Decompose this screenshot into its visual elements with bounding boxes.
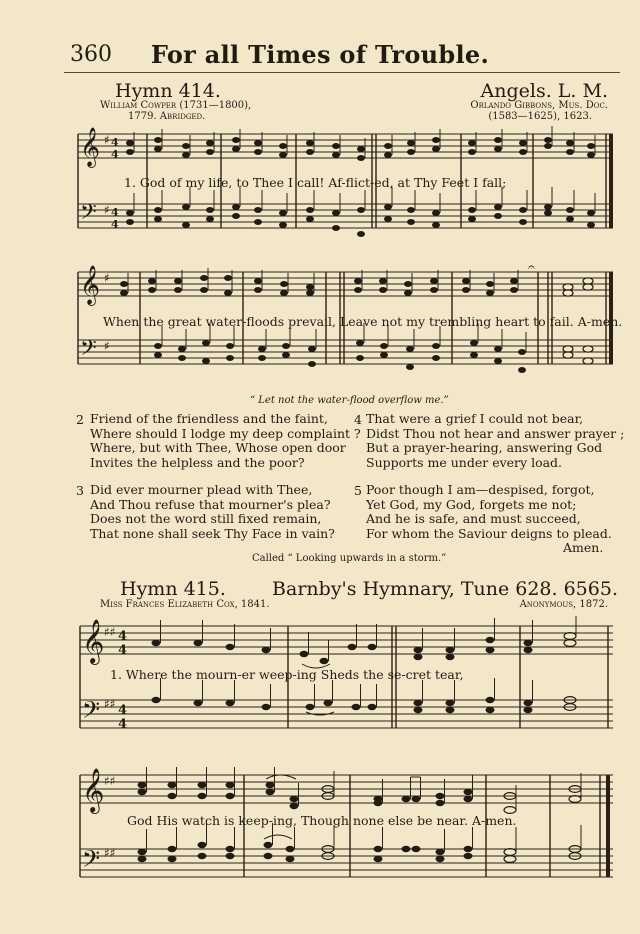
time-signature: 4	[111, 148, 119, 161]
sharp-icon: ♯♯	[104, 697, 116, 711]
hymn-414-composer-dates: (1583—1625), 1623.	[488, 111, 592, 122]
slur	[266, 775, 296, 779]
verse-line: Friend of the friendless and the faint,	[90, 411, 328, 426]
verse-line: Where, but with Thee, Whose open door	[90, 440, 346, 456]
verse-3	[90, 483, 335, 541]
verse-line: Poor though I am—despised, forgot,	[366, 482, 595, 497]
header-rule	[64, 72, 620, 73]
hymn-415-lyric-line-2: God His watch is keep-ing, Though none else be near. A-men.	[127, 813, 517, 828]
verse-2	[90, 412, 361, 470]
note-stems	[161, 616, 577, 707]
verse-line: That were a grief I could not bear,	[366, 411, 584, 426]
treble-clef-icon: 𝄞	[82, 619, 105, 663]
sharp-icon: ♯	[104, 271, 110, 285]
verse-4	[366, 412, 624, 470]
fermata-icon: 𝄐	[528, 260, 535, 274]
hymn-414-tune: Angels. L. M.	[480, 80, 608, 102]
hymn-415-tune: Barnby's Hymnary, Tune 628. 6565.	[272, 578, 618, 600]
time-signature: 4	[118, 717, 128, 732]
verse-line: Didst Thou not hear and answer prayer ;	[366, 425, 625, 441]
time-signature: 4	[111, 206, 119, 219]
time-signature: 4	[118, 629, 128, 644]
time-signature: 4	[111, 218, 119, 231]
amen: Amen.	[563, 540, 604, 555]
hymn-414-author-note: 1779. Abridged.	[128, 111, 206, 122]
verse-line: Where should I lodge my deep complaint ?	[90, 425, 361, 441]
hymn-414-lyric-line-2: When the great water-floods prevail, Leave not my trembling heart to fail. A-men.	[103, 314, 623, 329]
sharp-icon: ♯♯	[104, 846, 116, 860]
hymn-414-title: Hymn 414.	[115, 80, 221, 102]
hymn-415-title: Hymn 415.	[120, 578, 226, 600]
verse-line: Yet God, my God, forgets me not;	[366, 496, 577, 512]
verse-5	[366, 483, 612, 541]
verse-line: Did ever mourner plead with Thee,	[90, 482, 313, 497]
hymn-414-lyric-line-1: 1. God of my life, to Thee I call! Af-flict-ed, at Thy Feet I fall;	[124, 175, 507, 190]
hymn-415-composer: Anonymous, 1872.	[519, 599, 608, 610]
sharp-icon: ♯	[104, 133, 110, 147]
tune-called-note: Called “ Looking upwards in a storm.”	[252, 553, 447, 564]
hymn-415-author: Miss Frances Elizabeth Cox, 1841.	[100, 599, 270, 610]
bass-clef-icon: 𝄢	[80, 336, 97, 366]
bass-clef-icon: 𝄢	[82, 845, 101, 878]
verse-line: But a prayer-hearing, answering God	[366, 440, 603, 456]
hymn-415-lyric-line-1: 1. Where the mourn-er weep-ing Sheds the se-cret tear,	[110, 667, 464, 682]
verse-number: 4	[354, 412, 362, 427]
treble-clef-icon: 𝄞	[80, 265, 101, 305]
sharp-icon: ♯♯	[104, 774, 116, 788]
verse-line: Does not the word still fixed remain,	[90, 511, 322, 527]
verse-line: And he is safe, and must succeed,	[366, 511, 581, 527]
time-signature: 4	[118, 643, 128, 658]
slur	[264, 835, 292, 839]
treble-clef-icon: 𝄞	[80, 127, 101, 167]
page-title: For all Times of Trouble.	[150, 40, 490, 69]
verse-line: Supports me under every load.	[366, 454, 563, 470]
verse-line: For whom the Saviour deigns to plead.	[366, 525, 612, 541]
verse-line: Invites the helpless and the poor?	[90, 454, 305, 470]
hymn-414-composer: Orlando Gibbons, Mus. Doc.	[470, 100, 608, 111]
time-signature: 4	[118, 703, 128, 718]
verse-line: That none shall seek Thy Face in vain?	[90, 525, 335, 541]
verse-number: 2	[76, 412, 84, 427]
hymn-415-system-2	[80, 765, 620, 895]
bass-clef-icon: 𝄢	[80, 200, 97, 230]
bass-clef-icon: 𝄢	[82, 696, 101, 729]
verse-number: 3	[76, 483, 84, 498]
sharp-icon: ♯	[104, 339, 110, 353]
treble-clef-icon: 𝄞	[82, 768, 105, 812]
note-stems	[134, 126, 595, 213]
page-number: 360	[70, 42, 112, 67]
hymn-414-footnote: “ Let not the water-flood overflow me.”	[250, 395, 449, 406]
sharp-icon: ♯♯	[104, 625, 116, 639]
note-stems	[147, 767, 582, 852]
hymn-414-author: William Cowper (1731—1800),	[100, 100, 252, 111]
verse-line: And Thou refuse that mourner's plea?	[90, 496, 331, 512]
half-notes	[564, 633, 576, 711]
sharp-icon: ♯	[104, 203, 110, 217]
time-signature: 4	[111, 136, 119, 149]
verse-number: 5	[354, 483, 362, 498]
